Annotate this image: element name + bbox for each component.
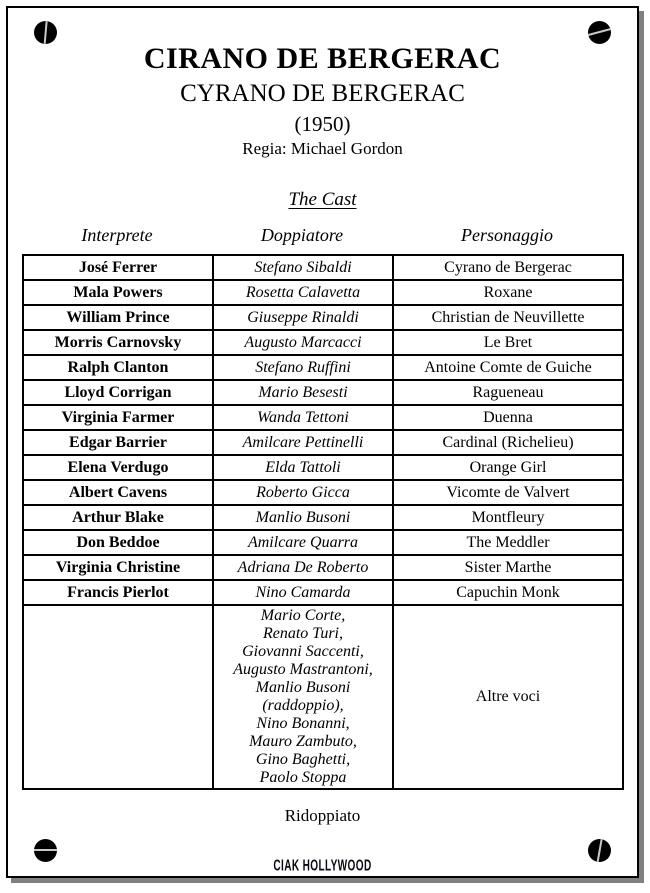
header-block	[8, 8, 637, 211]
screw-head-icon	[588, 839, 611, 862]
voice-actor-cell	[213, 305, 393, 330]
character-cell: Duenna	[393, 405, 623, 430]
character-cell: Antoine Comte de Guiche	[393, 355, 623, 380]
voice-actor-line: Renato Turi,	[262, 625, 343, 642]
voice-actor-line: Amilcare Quarra	[247, 533, 359, 551]
actor-cell: José Ferrer	[23, 255, 213, 280]
table-row	[23, 480, 623, 505]
voice-actor-line: Mauro Zambuto,	[249, 733, 357, 750]
voice-actor-cell	[213, 430, 393, 455]
table-column-headers	[22, 225, 622, 246]
actor-cell: Virginia Christine	[23, 555, 213, 580]
voice-actor-cell	[213, 355, 393, 380]
voice-actor-cell	[213, 255, 393, 280]
voice-actor-line: Manlio Busoni	[255, 508, 351, 526]
screw-slot	[588, 27, 611, 37]
character-cell: Cardinal (Richelieu)	[393, 430, 623, 455]
cast-section-heading: The Cast	[288, 189, 357, 210]
voice-actor-cell	[213, 605, 393, 789]
table-row	[23, 530, 623, 555]
table-row	[23, 430, 623, 455]
voice-actor-line: Nino Camarda	[255, 583, 351, 601]
voice-actor-line: Adriana De Roberto	[237, 558, 369, 576]
voice-actor-line: Stefano Sibaldi	[254, 258, 352, 276]
ciak-hollywood-logo: CIAK HOLLYWOOD	[273, 855, 372, 875]
character-cell: Roxane	[393, 280, 623, 305]
cast-table-body	[23, 255, 623, 789]
actor-cell: Arthur Blake	[23, 505, 213, 530]
table-row	[23, 405, 623, 430]
voice-actor-line: Roberto Gicca	[256, 483, 350, 501]
film-title-italian: CIRANO DE BERGERAC	[143, 42, 502, 75]
table-row	[23, 555, 623, 580]
column-header-doppiatore: Doppiatore	[260, 225, 344, 245]
voice-actor-cell	[213, 280, 393, 305]
screw-slot	[596, 839, 603, 862]
actor-cell: William Prince	[23, 305, 213, 330]
actor-cell: Virginia Farmer	[23, 405, 213, 430]
voice-actor-cell	[213, 555, 393, 580]
voice-actor-line: Nino Bonanni,	[256, 715, 350, 732]
column-header-personaggio: Personaggio	[461, 225, 553, 245]
screw-head-icon	[34, 21, 57, 44]
voice-actor-cell	[213, 455, 393, 480]
voice-actor-line: Mario Corte,	[260, 607, 346, 624]
actor-cell: Mala Powers	[23, 280, 213, 305]
character-cell: Sister Marthe	[393, 555, 623, 580]
voice-actor-line: Augusto Mastrantoni,	[233, 661, 373, 678]
voice-actor-line: Gino Baghetti,	[255, 751, 351, 768]
voice-actor-cell	[213, 530, 393, 555]
voice-actor-cell	[213, 580, 393, 605]
table-row	[23, 355, 623, 380]
table-row	[23, 305, 623, 330]
cast-table	[22, 254, 624, 790]
voice-actor-line: Augusto Marcacci	[244, 333, 362, 351]
voice-actor-line: Giovanni Saccenti,	[242, 643, 364, 660]
character-cell: Capuchin Monk	[393, 580, 623, 605]
character-cell: Montfleury	[393, 505, 623, 530]
character-cell: The Meddler	[393, 530, 623, 555]
voice-actor-line: Paolo Stoppa	[259, 769, 347, 786]
film-year: (1950)	[294, 112, 351, 136]
table-row	[23, 380, 623, 405]
actor-cell: Edgar Barrier	[23, 430, 213, 455]
character-cell: Vicomte de Valvert	[393, 480, 623, 505]
voice-actor-cell	[213, 330, 393, 355]
actor-cell: Albert Cavens	[23, 480, 213, 505]
screw-head-icon	[588, 21, 611, 44]
character-cell: Orange Girl	[393, 455, 623, 480]
voice-actor-cell	[213, 505, 393, 530]
voice-actor-line: Stefano Ruffini	[255, 358, 351, 376]
voice-actor-line: Wanda Tettoni	[257, 408, 349, 426]
actor-cell: Lloyd Corrigan	[23, 380, 213, 405]
table-row	[23, 605, 623, 789]
voice-actor-line: Manlio Busoni	[255, 679, 351, 696]
actor-cell: Elena Verdugo	[23, 455, 213, 480]
credits-card	[6, 6, 639, 878]
actor-cell: Francis Pierlot	[23, 580, 213, 605]
voice-actor-line: Elda Tattoli	[265, 458, 341, 476]
screw-slot	[34, 849, 57, 851]
actor-cell: Morris Carnovsky	[23, 330, 213, 355]
character-cell: Altre voci	[393, 605, 623, 789]
film-title-original: CYRANO DE BERGERAC	[180, 80, 465, 107]
voice-actor-cell	[213, 480, 393, 505]
screw-head-icon	[34, 839, 57, 862]
voice-actor-line: Mario Besesti	[258, 383, 348, 401]
voice-actor-line: Rosetta Calavetta	[245, 283, 361, 301]
character-cell: Cyrano de Bergerac	[393, 255, 623, 280]
actor-cell	[23, 605, 213, 789]
director-credit: Regia: Michael Gordon	[242, 139, 403, 158]
table-row	[23, 455, 623, 480]
voice-actor-line: Giuseppe Rinaldi	[247, 308, 359, 326]
voice-actor-line: Amilcare Pettinelli	[242, 433, 364, 451]
table-row	[23, 580, 623, 605]
actor-cell: Don Beddoe	[23, 530, 213, 555]
table-row	[23, 280, 623, 305]
character-cell: Christian de Neuvillette	[393, 305, 623, 330]
character-cell: Le Bret	[393, 330, 623, 355]
actor-cell: Ralph Clanton	[23, 355, 213, 380]
character-cell: Ragueneau	[393, 380, 623, 405]
table-row	[23, 330, 623, 355]
redub-note: Ridoppiato	[284, 806, 361, 825]
voice-actor-cell	[213, 380, 393, 405]
table-row	[23, 505, 623, 530]
table-row	[23, 255, 623, 280]
voice-actor-cell	[213, 405, 393, 430]
voice-actor-line: (raddoppio),	[262, 697, 344, 714]
screw-slot	[43, 21, 48, 44]
column-header-interprete: Interprete	[81, 225, 153, 245]
